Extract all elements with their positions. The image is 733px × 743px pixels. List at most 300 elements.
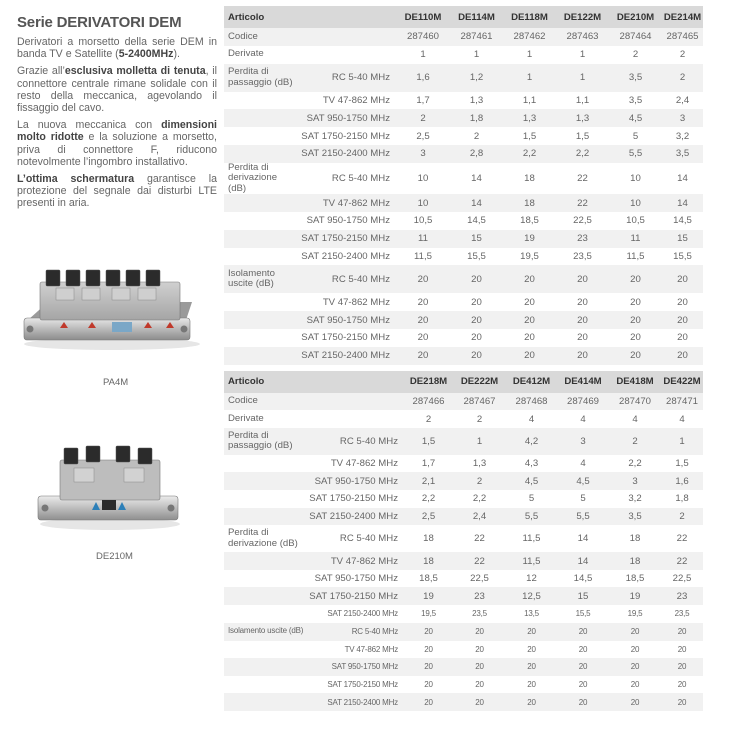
table-cell: 5,5: [524, 510, 539, 522]
frequency-label: RC 5-40 MHz: [339, 533, 398, 545]
table-row: [224, 428, 703, 455]
frequency-label: SAT 2150-2400 MHz: [301, 350, 390, 362]
table-cell: 1: [476, 435, 483, 447]
table-cell: 19,5: [421, 609, 436, 619]
table-cell: 287464: [619, 31, 652, 43]
group-label: Perdita di derivazione (dB): [228, 162, 278, 194]
table-row: [224, 329, 703, 347]
column-header-model: DE422M: [661, 371, 703, 393]
table-cell: 4,5: [524, 475, 539, 487]
table-cell: 2,5: [416, 130, 430, 142]
table-cell: 2: [473, 130, 480, 142]
table-cell: 20: [630, 296, 641, 308]
table-cell: 20: [630, 680, 640, 690]
table-row: [224, 472, 703, 490]
table-cell: 287468: [515, 395, 548, 407]
table-cell: 4: [679, 413, 685, 425]
column-header-model: DE414M: [557, 371, 609, 393]
group-label-spacer: [224, 248, 296, 266]
frequency-label: SAT 1750-2150 MHz: [301, 233, 390, 245]
table-cell: 13,5: [524, 609, 539, 619]
table-cell: 10: [630, 173, 641, 185]
table-cell: 22: [577, 173, 588, 185]
table-cell: 20: [630, 627, 640, 637]
table-cell: 20: [677, 627, 687, 637]
frequency-label: SAT 2150-2400 MHz: [301, 251, 390, 263]
table-cell: 2: [420, 112, 426, 124]
table-cell: 20: [471, 314, 482, 326]
frequency-label: TV 47-862 MHz: [322, 197, 390, 209]
group-label-spacer: [224, 587, 304, 605]
table-cell: 20: [630, 314, 641, 326]
table-cell: 5: [632, 130, 639, 142]
group-label-spacer: [224, 605, 304, 623]
column-header-model: DE114M: [450, 6, 503, 28]
table-cell: 20: [527, 662, 536, 672]
frequency-label: SAT 950-1750 MHz: [306, 314, 390, 326]
table-cell: 2,4: [675, 94, 690, 106]
table-cell: 1,1: [575, 94, 590, 106]
table-cell: 20: [578, 627, 588, 637]
table-cell: 23: [577, 233, 588, 245]
frequency-label: RC 5-40 MHz: [339, 435, 398, 447]
frequency-label: SAT 950-1750 MHz: [306, 112, 390, 124]
group-label-spacer: [224, 127, 296, 145]
table-cell: 20: [417, 296, 429, 308]
table-cell: 18,5: [625, 573, 645, 585]
table-cell: 287461: [460, 31, 493, 43]
table-cell: 1,5: [575, 130, 590, 142]
table-row: [224, 676, 703, 694]
group-label-spacer: [224, 109, 296, 127]
table-cell: 20: [677, 644, 687, 654]
row-label: Codice: [228, 395, 258, 407]
table-cell: 20: [527, 644, 536, 654]
intro-paragraph: Derivatori a morsetto della serie DEM in banda TV e Satellite (5-2400MHz).: [17, 36, 217, 61]
table-cell: 3,5: [628, 72, 643, 84]
codice-row: [224, 393, 703, 411]
row-label: Derivate: [228, 48, 264, 60]
table-cell: 4,3: [524, 458, 539, 470]
table-cell: 20: [475, 662, 484, 672]
table-cell: 20: [677, 296, 688, 308]
table-cell: 2,2: [575, 148, 590, 160]
table-cell: 22: [474, 533, 485, 545]
table-row: [224, 293, 703, 311]
clip-paragraph: Grazie all’esclusiva molletta di tenuta, il connettore centrale rimane solidale con il resto della meccanica, agevolando il fissaggio del cavo.: [17, 65, 217, 115]
table-cell: 20: [475, 627, 484, 637]
table-cell: 287470: [618, 395, 651, 407]
table-cell: 4: [580, 413, 586, 425]
table-cell: 20: [527, 697, 536, 707]
table-cell: 3: [420, 148, 426, 160]
table-cell: 5,5: [576, 510, 590, 522]
table-cell: 2: [476, 413, 483, 425]
table-cell: 20: [630, 273, 641, 285]
table-cell: 1,6: [675, 475, 689, 487]
table-cell: 20: [424, 680, 433, 690]
table-cell: 10,5: [626, 215, 645, 227]
table-row: [224, 212, 703, 230]
table-cell: 15,5: [673, 251, 692, 263]
table-cell: 20: [630, 644, 640, 654]
table-cell: 1: [526, 72, 533, 84]
group-label-spacer: [224, 676, 304, 694]
table-cell: 20: [471, 296, 482, 308]
column-header-model: DE110M: [396, 6, 450, 28]
frequency-label: SAT 1750-2150 MHz: [301, 130, 390, 142]
table-cell: 5: [580, 493, 586, 505]
table-cell: 23: [676, 590, 688, 602]
table-cell: 15,5: [575, 609, 591, 619]
table-cell: 11,5: [522, 555, 541, 567]
frequency-label: SAT 1750-2150 MHz: [301, 332, 390, 344]
group-label-spacer: [224, 641, 304, 659]
group-label-spacer: [224, 311, 296, 329]
table-cell: 20: [677, 697, 687, 707]
column-header-model: DE118M: [503, 6, 556, 28]
column-header-article: Articolo: [224, 6, 396, 28]
table-cell: 23: [474, 590, 485, 602]
table-cell: 20: [424, 644, 433, 654]
table-cell: 3,5: [628, 94, 643, 106]
frequency-label: SAT 950-1750 MHz: [314, 573, 398, 585]
table-row: [224, 163, 703, 195]
table-row: [224, 490, 703, 508]
table-cell: 14: [577, 555, 589, 567]
table-cell: 10: [417, 173, 429, 185]
frequency-label: TV 47-862 MHz: [344, 644, 398, 654]
group-label-spacer: [224, 658, 304, 676]
column-header-model: DE210M: [609, 6, 662, 28]
frequency-label: SAT 2150-2400 MHz: [327, 697, 398, 707]
table-cell: 1,3: [575, 112, 590, 124]
table-cell: 287465: [666, 31, 699, 43]
table-cell: 1,5: [421, 435, 436, 447]
table-cell: 287467: [463, 395, 496, 407]
table-cell: 10,5: [413, 215, 433, 227]
table-cell: 20: [475, 680, 484, 690]
frequency-label: TV 47-862 MHz: [322, 94, 390, 106]
table-row: [224, 552, 703, 570]
table-cell: 14: [677, 173, 688, 185]
table-cell: 1,6: [416, 72, 430, 84]
table-cell: 22,5: [672, 573, 692, 585]
product-image-de210m: [34, 438, 184, 532]
table-cell: 20: [577, 273, 588, 285]
table-cell: 18: [524, 197, 535, 209]
table-cell: 14: [577, 533, 589, 545]
table-cell: 18,5: [419, 573, 438, 585]
mechanics-paragraph: La nuova meccanica con dimensioni molto ridotte e la soluzione a morsetto, priva di connettore F, riducono notevolmente l’ingombro installativo.: [17, 119, 217, 168]
table-row: [224, 455, 703, 473]
table-cell: 15: [677, 233, 688, 245]
table-row: [224, 311, 703, 329]
table-cell: 1,7: [416, 94, 430, 106]
derivate-row: [224, 46, 703, 64]
table-cell: 2: [679, 510, 685, 522]
row-label: Derivate: [228, 412, 264, 424]
table-cell: 3,5: [628, 510, 642, 522]
table-cell: 3,5: [675, 148, 690, 160]
table-cell: 20: [578, 662, 588, 672]
table-cell: 5: [528, 493, 535, 505]
table-cell: 10: [417, 197, 429, 209]
table-cell: 2: [476, 475, 483, 487]
table-row: [224, 265, 703, 293]
frequency-label: RC 5-40 MHz: [331, 273, 390, 285]
table-cell: 20: [471, 273, 482, 285]
table-row: [224, 587, 703, 605]
group-label-spacer: [224, 570, 304, 588]
table-cell: 20: [630, 332, 641, 344]
table-cell: 20: [677, 332, 688, 344]
table-cell: 20: [630, 697, 640, 707]
column-header-model: DE418M: [609, 371, 661, 393]
frequency-label: RC 5-40 MHz: [331, 173, 390, 185]
table-cell: 22: [676, 533, 688, 545]
frequency-label: TV 47-862 MHz: [330, 458, 398, 470]
table-cell: 20: [524, 296, 535, 308]
table-cell: 20: [677, 314, 688, 326]
frequency-label: SAT 2150-2400 MHz: [301, 148, 390, 160]
table-cell: 14: [471, 173, 482, 185]
table-cell: 20: [578, 644, 588, 654]
table-cell: 1,3: [469, 94, 484, 106]
table-row: [224, 92, 703, 110]
table-row: [224, 508, 703, 526]
table-row: [224, 248, 703, 266]
table-cell: 15: [471, 233, 482, 245]
table-cell: 20: [630, 662, 640, 672]
product-image-pa4m: [16, 258, 206, 352]
group-label-spacer: [224, 455, 304, 473]
table-cell: 20: [471, 332, 482, 344]
caption-pa4m: PA4M: [103, 377, 129, 388]
table-cell: 2: [632, 435, 638, 447]
table-cell: 287471: [665, 395, 698, 407]
table-cell: 1,3: [522, 112, 537, 124]
table-cell: 1: [473, 49, 480, 61]
group-label: Perdita di passaggio (dB): [228, 429, 293, 452]
frequency-label: SAT 1750-2150 MHz: [327, 680, 398, 690]
table-cell: 11,5: [626, 251, 645, 263]
table-row: [224, 693, 703, 711]
table-cell: 20: [424, 662, 433, 672]
table-cell: 4: [580, 458, 586, 470]
table-cell: 20: [471, 350, 482, 362]
table-cell: 3: [679, 112, 686, 124]
table-cell: 2,8: [469, 148, 484, 160]
table-cell: 20: [527, 680, 536, 690]
table-row: [224, 525, 703, 552]
table-cell: 2,4: [472, 510, 487, 522]
table-cell: 14: [677, 197, 688, 209]
table-row: [224, 605, 703, 623]
table-cell: 3: [632, 475, 638, 487]
table-cell: 20: [578, 680, 588, 690]
table-cell: 20: [578, 697, 588, 707]
table-cell: 3,2: [628, 493, 642, 505]
table-cell: 1,8: [675, 493, 689, 505]
table-cell: 4: [632, 413, 638, 425]
group-label-spacer: [224, 194, 296, 212]
codice-row: [224, 28, 703, 46]
table-cell: 20: [524, 332, 535, 344]
table-cell: 1: [579, 72, 586, 84]
table-cell: 5,5: [628, 148, 643, 160]
table-cell: 23,5: [573, 251, 592, 263]
column-header-article: Articolo: [224, 371, 404, 393]
frequency-label: SAT 950-1750 MHz: [306, 215, 390, 227]
table-cell: 2,1: [421, 475, 436, 487]
spec-table-1: [224, 6, 703, 365]
frequency-label: SAT 1750-2150 MHz: [309, 590, 398, 602]
table-cell: 20: [577, 314, 588, 326]
group-label-spacer: [224, 490, 304, 508]
table-cell: 18: [423, 555, 434, 567]
frequency-label: TV 47-862 MHz: [322, 296, 390, 308]
table-cell: 19: [423, 590, 434, 602]
frequency-label: RC 5-40 MHz: [331, 72, 390, 84]
frequency-label: SAT 950-1750 MHz: [314, 475, 398, 487]
table-cell: 11,5: [414, 251, 432, 263]
table-header-row: [224, 371, 703, 393]
group-label-spacer: [224, 293, 296, 311]
group-label-spacer: [224, 329, 296, 347]
table-cell: 14: [471, 197, 482, 209]
table-cell: 19: [629, 590, 641, 602]
table-row: [224, 145, 703, 163]
table-row: [224, 127, 703, 145]
table-cell: 14,5: [573, 573, 593, 585]
table-cell: 1: [679, 435, 685, 447]
table-cell: 1: [526, 49, 533, 61]
frequency-label: SAT 950-1750 MHz: [331, 662, 398, 672]
table-cell: 11,5: [522, 533, 541, 545]
table-cell: 20: [577, 332, 588, 344]
group-label-spacer: [224, 145, 296, 163]
column-header-model: DE222M: [453, 371, 506, 393]
table-cell: 19: [524, 233, 535, 245]
table-cell: 4,5: [628, 112, 643, 124]
row-label: Codice: [228, 30, 258, 42]
table-cell: 23,5: [472, 609, 487, 619]
table-cell: 2: [679, 49, 686, 61]
table-cell: 1,8: [469, 112, 484, 124]
group-label-spacer: [224, 693, 304, 711]
table-cell: 20: [630, 350, 641, 362]
table-cell: 20: [475, 644, 484, 654]
table-cell: 12: [526, 573, 537, 585]
spec-tables: [224, 6, 703, 711]
table-cell: 18: [524, 173, 535, 185]
table-row: [224, 623, 703, 641]
table-cell: 1,1: [522, 94, 537, 106]
group-label-spacer: [224, 552, 304, 570]
spec-table-2: [224, 371, 703, 711]
table-cell: 287463: [566, 31, 599, 43]
table-row: [224, 658, 703, 676]
table-row: [224, 194, 703, 212]
table-cell: 22,5: [470, 573, 489, 585]
table-cell: 20: [577, 350, 588, 362]
table-cell: 287469: [566, 395, 599, 407]
table-cell: 3,2: [675, 130, 690, 142]
table-cell: 18: [629, 555, 641, 567]
table-cell: 19,5: [627, 609, 643, 619]
table-cell: 2,2: [472, 493, 487, 505]
shielding-paragraph: L’ottima schermatura garantisce la protezione del segnale dai disturbi LTE presenti in aria.: [17, 173, 217, 210]
table-cell: 22: [676, 555, 688, 567]
table-cell: 287462: [513, 31, 546, 43]
table-cell: 15: [577, 590, 589, 602]
page-title: Serie DERIVATORI DEM: [17, 14, 182, 31]
description-column: [17, 14, 217, 215]
table-row: [224, 230, 703, 248]
table-cell: 20: [677, 350, 688, 362]
table-row: [224, 64, 703, 92]
table-cell: 14,5: [467, 215, 486, 227]
table-cell: 22: [577, 197, 588, 209]
table-cell: 1,5: [675, 458, 689, 470]
table-cell: 22,5: [573, 215, 592, 227]
table-cell: 19,5: [520, 251, 539, 263]
derivate-row: [224, 410, 703, 428]
table-cell: 20: [417, 350, 429, 362]
table-cell: 1: [420, 49, 426, 61]
table-cell: 2: [425, 413, 432, 425]
group-label-spacer: [224, 347, 296, 365]
frequency-label: SAT 2150-2400 MHz: [309, 510, 398, 522]
table-cell: 1,7: [421, 458, 436, 470]
group-label: Isolamento uscite (dB): [228, 267, 275, 290]
table-cell: 4,2: [524, 435, 539, 447]
table-row: [224, 641, 703, 659]
column-header-model: DE122M: [556, 6, 609, 28]
table-row: [224, 109, 703, 127]
table-cell: 2: [679, 72, 686, 84]
table-cell: 20: [677, 273, 688, 285]
group-label-spacer: [224, 92, 296, 110]
table-cell: 1,5: [522, 130, 537, 142]
table-cell: 20: [424, 627, 433, 637]
frequency-label: SAT 1750-2150 MHz: [309, 493, 398, 505]
table-cell: 4,5: [576, 475, 590, 487]
table-row: [224, 570, 703, 588]
group-label-spacer: [224, 230, 296, 248]
table-cell: 2,2: [522, 148, 537, 160]
column-header-model: DE214M: [662, 6, 703, 28]
table-row: [224, 347, 703, 365]
table-cell: 287466: [412, 395, 445, 407]
table-cell: 1,2: [469, 72, 484, 84]
group-label-spacer: [224, 508, 304, 526]
table-cell: 20: [527, 627, 536, 637]
table-cell: 18: [629, 533, 641, 545]
table-cell: 15,5: [467, 251, 486, 263]
table-cell: 4: [528, 413, 535, 425]
group-label-spacer: [224, 472, 304, 490]
table-cell: 23,5: [674, 609, 690, 619]
group-label: Isolamento uscite (dB): [228, 626, 304, 636]
table-cell: 10: [630, 197, 641, 209]
table-cell: 3: [580, 435, 586, 447]
table-cell: 20: [417, 332, 429, 344]
table-cell: 287460: [406, 31, 439, 43]
table-cell: 20: [577, 296, 588, 308]
group-label: Perdita di passaggio (dB): [228, 66, 293, 88]
